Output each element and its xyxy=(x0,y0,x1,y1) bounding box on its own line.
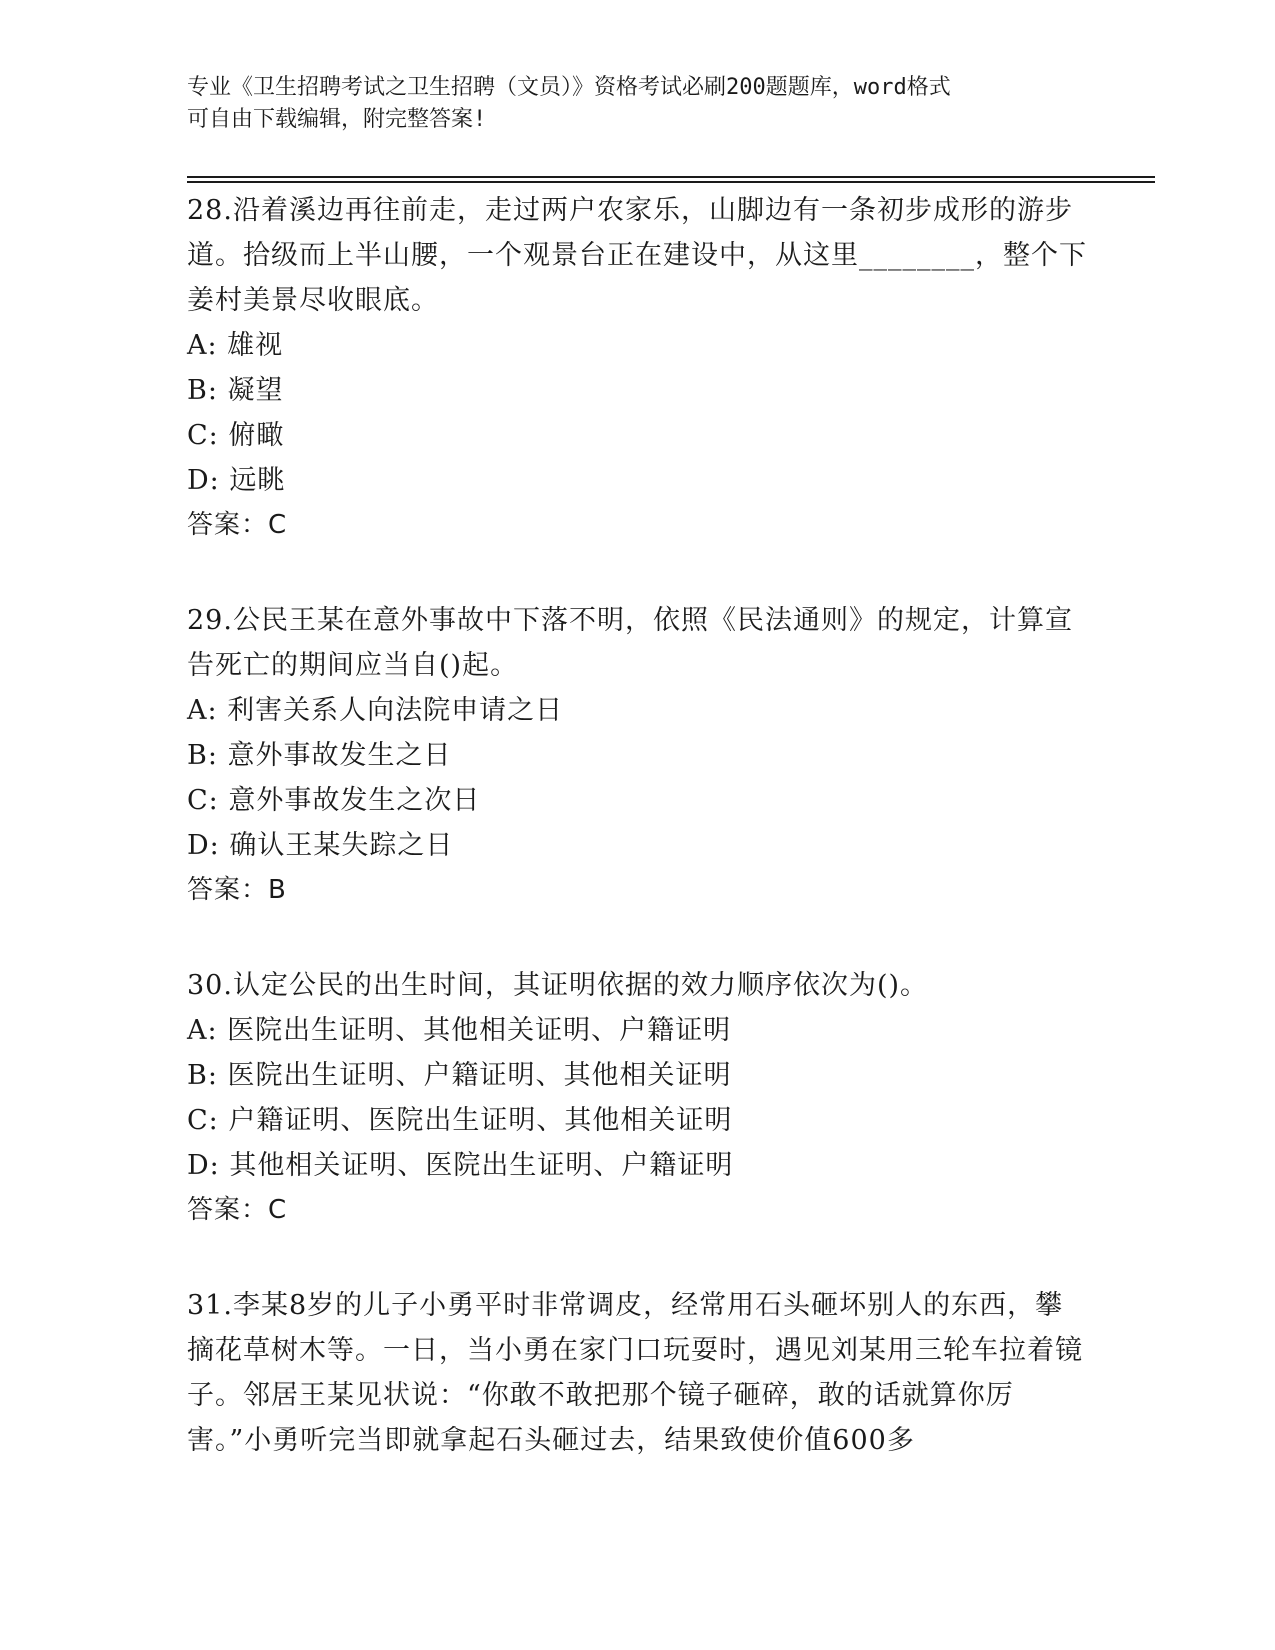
question-31 xyxy=(187,1283,1087,1463)
question-stem: 30.认定公民的出生时间，其证明依据的效力顺序依次为()。 xyxy=(187,970,929,1001)
option-c: C: 俯瞰 xyxy=(187,420,285,451)
header-divider-top xyxy=(187,176,1155,178)
option-b: B: 凝望 xyxy=(187,375,284,406)
question-29 xyxy=(187,598,1087,913)
answer: 答案：C xyxy=(187,510,288,540)
option-d: D: 确认王某失踪之日 xyxy=(187,830,454,861)
answer: 答案：B xyxy=(187,875,287,905)
question-stem: 29.公民王某在意外事故中下落不明，依照《民法通则》的规定，计算宣告死亡的期间应当自()起。 xyxy=(187,605,1073,681)
option-a: A: 医院出生证明、其他相关证明、户籍证明 xyxy=(187,1015,732,1046)
option-a: A: 利害关系人向法院申请之日 xyxy=(187,695,564,726)
option-b: B: 意外事故发生之日 xyxy=(187,740,452,771)
option-d: D: 远眺 xyxy=(187,465,286,496)
answer: 答案：C xyxy=(187,1195,288,1225)
header-line-2: 可自由下载编辑，附完整答案! xyxy=(187,107,487,132)
option-b: B: 医院出生证明、户籍证明、其他相关证明 xyxy=(187,1060,732,1091)
question-list xyxy=(187,188,1087,1463)
option-a: A: 雄视 xyxy=(187,330,284,361)
question-stem: 28.沿着溪边再往前走，走过两户农家乐，山脚边有一条初步成形的游步道。拾级而上半山腰，一个观景台正在建设中，从这里________，整个下姜村美景尽收眼底。 xyxy=(187,195,1087,316)
question-28 xyxy=(187,188,1087,548)
question-30 xyxy=(187,963,1087,1233)
option-c: C: 意外事故发生之次日 xyxy=(187,785,481,816)
document-header xyxy=(187,72,1087,136)
question-stem: 31.李某8岁的儿子小勇平时非常调皮，经常用石头砸坏别人的东西，攀摘花草树木等。一日，当小勇在家门口玩耍时，遇见刘某用三轮车拉着镜子。邻居王某见状说：“你敢不敢把那个镜子砸碎，敢的话就算你厉害。”小勇听完当即就拿起石头砸过去，结果致使价值600多 xyxy=(187,1290,1083,1456)
option-c: C: 户籍证明、医院出生证明、其他相关证明 xyxy=(187,1105,733,1136)
header-divider-bottom xyxy=(187,181,1155,183)
header-line-1: 专业《卫生招聘考试之卫生招聘（文员）》资格考试必刷200题题库，word格式 xyxy=(187,75,951,100)
option-d: D: 其他相关证明、医院出生证明、户籍证明 xyxy=(187,1150,734,1181)
